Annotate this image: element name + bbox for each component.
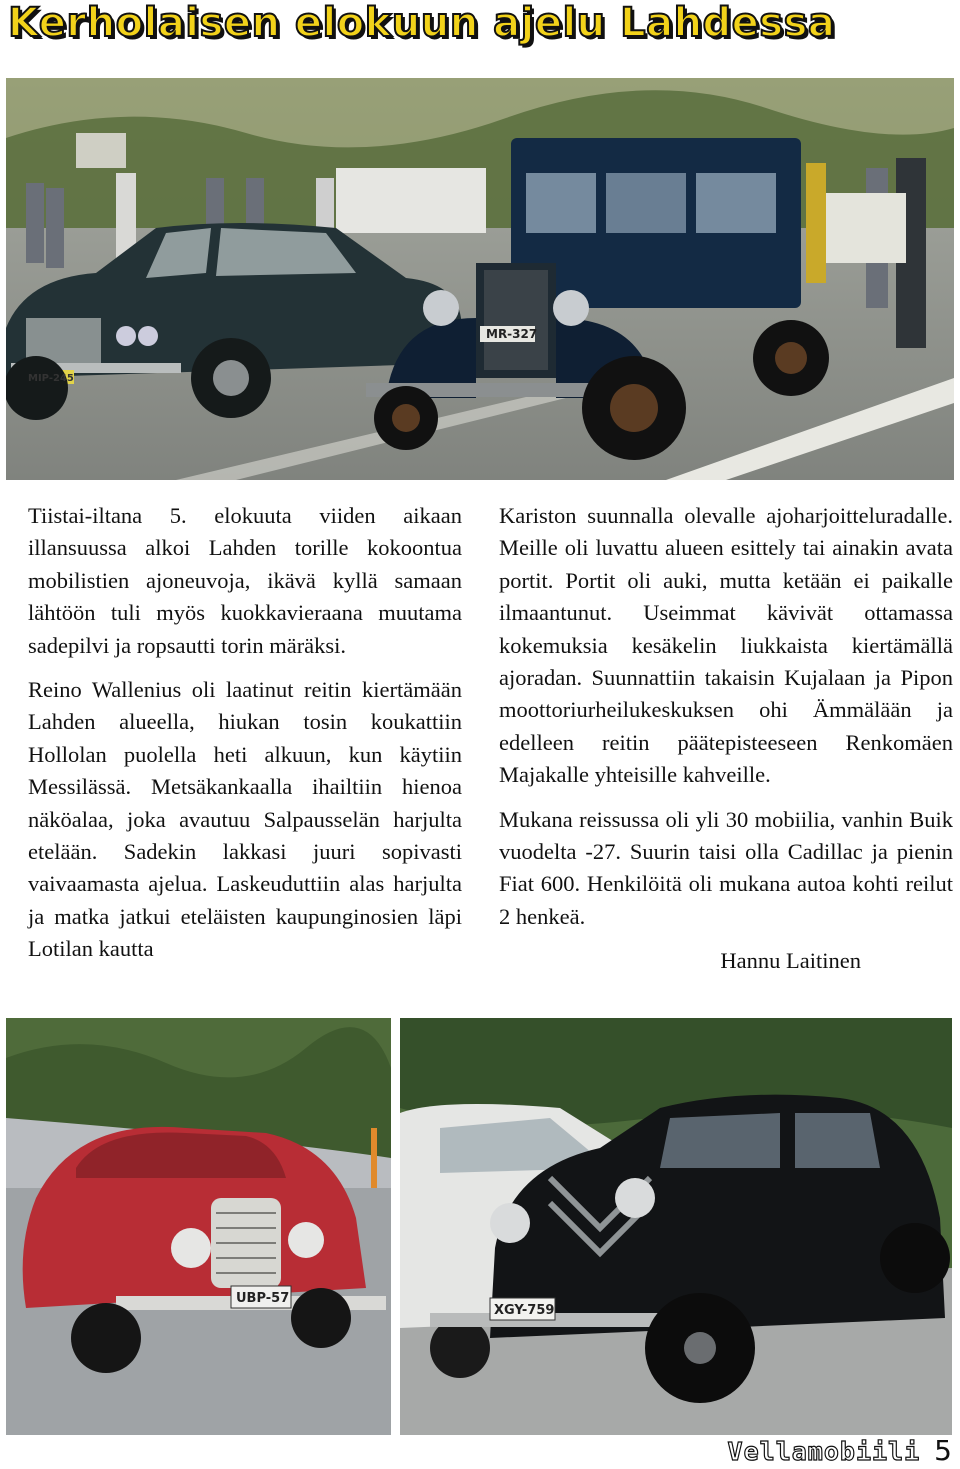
magazine-name: Vellamobiili xyxy=(727,1437,921,1466)
photo-red-convertible xyxy=(6,1018,391,1435)
page-number: 5 xyxy=(934,1434,952,1467)
article-author: Hannu Laitinen xyxy=(720,948,861,974)
plate-citroen: XGY-759 xyxy=(494,1303,555,1318)
plate-jaguar: MIP-245 xyxy=(28,373,74,384)
article-paragraph: Tiistai-iltana 5. elokuuta viiden aikaan illansuussa alkoi Lahden torille kokoontua mobilistien ajoneuvoja, ikävä kyllä samaan lähtöön tuli myös kuokkavieraana muutama sadepilvi ja ropsautti torin märäksi. xyxy=(28,503,462,658)
article-column-left xyxy=(28,500,462,966)
photo-black-citroen xyxy=(400,1018,952,1435)
article-column-right xyxy=(499,500,953,978)
article-paragraph: Mukana reissussa oli yli 30 mobiilia, vanhin Buik vuodelta -27. Suurin taisi olla Cadillac ja pienin Fiat 600. Henkilöitä oli mukana autoa kohti reilut 2 henkeä. xyxy=(499,806,953,929)
page-footer xyxy=(728,1434,952,1467)
plate-buick: MR-327 xyxy=(486,327,538,341)
article-headline: Kerholaisen elokuun ajelu Lahdessa xyxy=(8,0,836,46)
photo-vintage-cars-parking xyxy=(6,78,954,480)
plate-convertible: UBP-57 xyxy=(236,1291,290,1306)
article-paragraph: Kariston suunnalla olevalle ajoharjoitteluradalle. Meille oli luvattu alueen esittely tai ainakin avata portit. Portit oli auki, mutta ketään ei paikalle ilmaantunut. Useimmat kävivät ottamassa kokemuksia kesäkelin liukkaista kiertämällä ajoradan. Suunnattiin takaisin Kujalaan ja Pipon moottoriurheilukeskuksen ohi Ämmälään ja edelleen reitin päätepisteeseen Renkomäen Majakalle yhteisille kahveille. xyxy=(499,503,953,788)
article-paragraph: Reino Wallenius oli laatinut reitin kiertämään Lahden alueella, hiukan tosin koukattiin Hollolan puolella heti alkuun, kun käytiin Messilässä. Metsäkankaalla ihailtiin hienoa näköalaa, joka avautuu Salpausselän harjulta etelään. Sadekin lakkasi juuri sopivasti vaivaamasta ajelua. Laskeuduttiin alas harjulta ja matka jatkui eteläisten kaupunginosien läpi Lotilan kautta xyxy=(28,677,462,962)
